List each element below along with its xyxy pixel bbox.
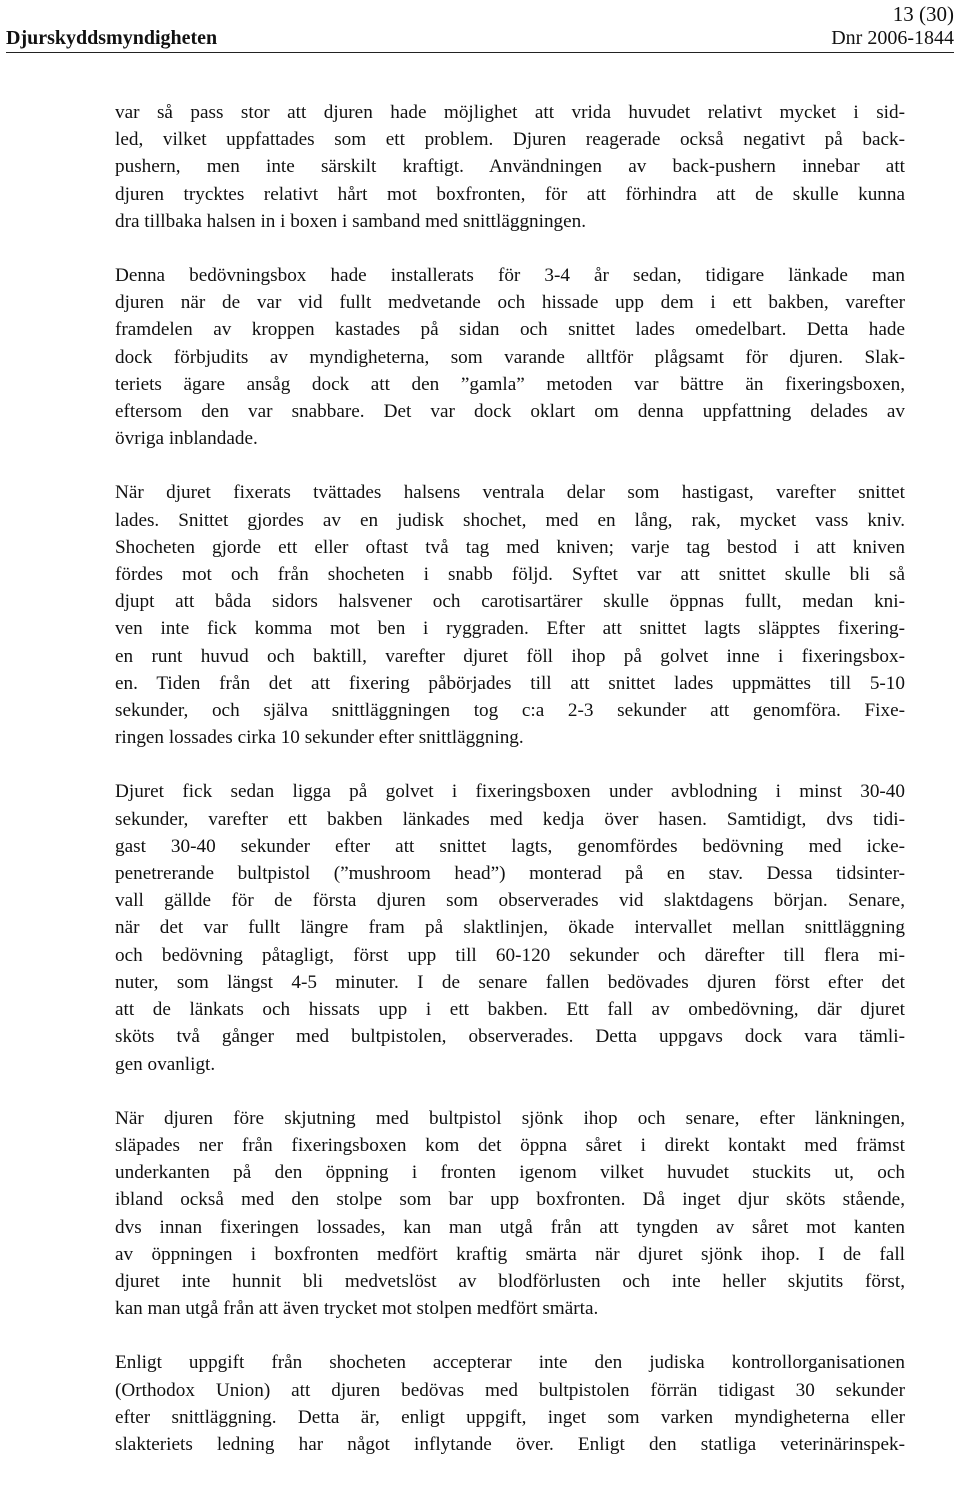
text-line: Enligt uppgift från shocheten accepterar inte den judiska kontrollorganisationen: [115, 1352, 905, 1374]
text-line: underkanten på den öppning i fronten igenom vilket huvudet stuckits ut, och: [115, 1162, 905, 1184]
paragraph: [115, 479, 905, 751]
paragraph: [115, 262, 905, 452]
text-line: övriga inblandade.: [115, 428, 258, 450]
page-header: [6, 26, 954, 53]
text-line: Shocheten gjorde ett eller oftast två tag med kniven; varje tag bestod i att kniven: [115, 536, 905, 558]
text-line: (Orthodox Union) att djuren bedövas med bultpistolen förrän tidigast 30 sekunder: [115, 1379, 905, 1401]
paragraph: [115, 1349, 905, 1458]
text-line: Djuret fick sedan ligga på golvet i fixeringsboxen under avblodning i minst 30-40: [115, 781, 905, 803]
text-line: När djuren före skjutning med bultpistol sjönk ihop och senare, efter länkningen,: [115, 1107, 905, 1129]
text-line: var så pass stor att djuren hade möjlighet att vrida huvudet relativt mycket i sid-: [115, 102, 905, 123]
paragraph: [115, 778, 905, 1077]
text-line: vall gällde för de första djuren som observerades vid slaktdagens början. Senare,: [115, 890, 905, 912]
text-line: lades. Snittet gjordes av en judisk shochet, med en lång, rak, mycket vass kniv.: [115, 509, 905, 531]
text-line: pushern, men inte särskilt kraftigt. Användningen av back-pushern innebar att: [115, 156, 905, 178]
text-line: dra tillbaka halsen in i boxen i samband med snittläggningen.: [115, 210, 587, 232]
text-line: penetrerande bultpistol (”mushroom head”) monterad på en stav. Dessa tidsinter-: [115, 863, 905, 885]
text-line: när det var fullt längre fram på slaktlinjen, ökade intervallet mellan snittläggning: [115, 917, 905, 939]
document-reference-number: Dnr 2006-1844: [831, 27, 954, 49]
text-line: kan man utgå från att även trycket mot stolpen medfört smärta.: [115, 1298, 599, 1320]
text-line: sköts två gånger med bultpistolen, observerades. Detta uppgavs dock vara tämli-: [115, 1026, 905, 1048]
text-line: och bedövning påtagligt, först upp till 60-120 sekunder och därefter till flera mi-: [115, 944, 905, 966]
text-line: ringen lossades cirka 10 sekunder efter snittläggning.: [115, 727, 524, 749]
text-line: eftersom den var snabbare. Det var dock oklart om denna uppfattning delades av: [115, 401, 905, 423]
text-line: ibland också med den stolpe som bar upp boxfronten. Då inget djur sköts stående,: [115, 1189, 905, 1211]
text-line: djuret inte hunnit bli medvetslöst av blodförlusten och inte heller skjutits först,: [115, 1270, 905, 1292]
text-line: ven inte fick komma mot ben i ryggraden. Efter att snittet lagts släpptes fixering-: [115, 618, 905, 640]
paragraph: [115, 1105, 905, 1323]
text-line: djuren när de var vid fullt medvetande och hissade upp dem i ett bakben, varefter: [115, 292, 905, 314]
text-line: en runt huvud och baktill, varefter djuret föll ihop på golvet inne i fixeringsbox-: [115, 645, 905, 667]
text-line: gast 30-40 sekunder efter att snittet lagts, genomfördes bedövning med icke-: [115, 835, 905, 857]
text-line: en. Tiden från det att fixering påbörjades till att snittet lades uppmättes till 5-10: [115, 672, 905, 694]
text-line: att de länkats och hissats upp i ett bakben. Ett fall av ombedövning, där djuret: [115, 999, 905, 1021]
text-line: teriets ägare ansåg dock att den ”gamla” metoden var bättre än fixeringsboxen,: [115, 373, 905, 395]
text-line: Denna bedövningsbox hade installerats för 3-4 år sedan, tidigare länkade man: [115, 265, 905, 287]
text-line: När djuret fixerats tvättades halsens ventrala delar som hastigast, varefter snittet: [115, 482, 905, 504]
document-body: [115, 99, 905, 1485]
text-line: sekunder, varefter ett bakben länkades med kedja över hasen. Samtidigt, dvs tidi-: [115, 808, 905, 830]
text-line: djupt att båda sidors halsvener och carotisartärer skulle öppnas fullt, medan kni-: [115, 591, 905, 613]
text-line: släpades ner från fixeringsboxen kom det öppna såret i direkt kontakt med främst: [115, 1134, 905, 1156]
text-line: dock förbjudits av myndigheterna, som varande alltför plågsamt för djuren. Slak-: [115, 346, 905, 368]
text-line: fördes mot och från shocheten i snabb följd. Syftet var att snittet skulle bli så: [115, 564, 905, 586]
text-line: gen ovanligt.: [115, 1053, 216, 1075]
text-line: av öppningen i boxfronten medfört kraftig smärta när djuret sjönk ihop. I de fall: [115, 1243, 905, 1265]
text-line: dvs innan fixeringen lossades, kan man utgå från att tyngden av såret mot kanten: [115, 1216, 905, 1238]
text-line: djuren trycktes relativt hårt mot boxfronten, för att förhindra att de skulle kunna: [115, 183, 905, 205]
agency-name: Djurskyddsmyndigheten: [6, 27, 218, 49]
text-line: slakteriets ledning har något inflytande över. Enligt den statliga veterinärinspek-: [115, 1433, 905, 1455]
text-line: framdelen av kroppen kastades på sidan och snittet lades omedelbart. Detta hade: [115, 319, 905, 341]
paragraph: [115, 99, 905, 235]
text-line: efter snittläggning. Detta är, enligt uppgift, inget som varken myndigheterna eller: [115, 1406, 905, 1428]
text-line: led, vilket uppfattades som ett problem. Djuren reagerade också negativt på back-: [115, 129, 905, 151]
page-number: 13 (30): [892, 2, 954, 26]
text-line: nuter, som längst 4-5 minuter. I de senare fallen bedövades djuren först efter det: [115, 971, 905, 993]
text-line: sekunder, och själva snittläggningen tog c:a 2-3 sekunder att genomföra. Fixe-: [115, 700, 905, 722]
